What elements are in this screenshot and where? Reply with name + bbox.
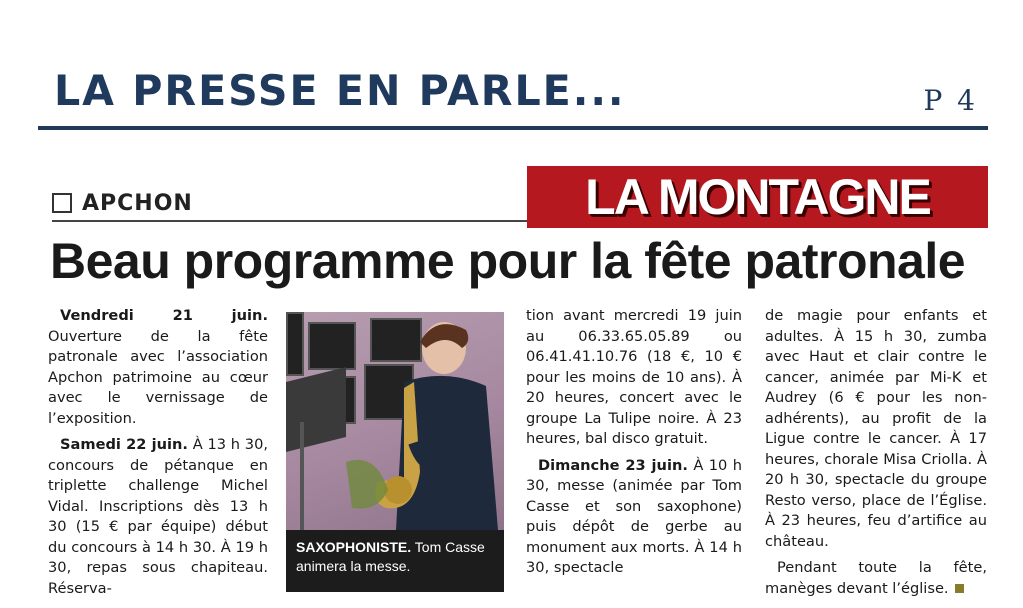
newspaper-name: LA MONTAGNE	[585, 169, 930, 225]
day-label-friday: Vendredi 21 juin.	[60, 307, 268, 324]
newspaper-clipping	[38, 162, 988, 608]
end-of-article-icon	[955, 584, 964, 593]
reservation-text: tion avant mercredi 19 juin au 06.33.65.05.89 ou 06.41.41.10.76 (18 €, 10 € pour les moins de 10 ans). À 20 heures, concert avec le groupe La Tulipe noire. À 23 heures, bal disco gratuit.	[526, 307, 742, 447]
rubric	[52, 190, 193, 216]
afternoon-text: de magie pour enfants et adultes. À 15 h 30, zumba avec Haut et clair contre le cancer, animée par Mi-K et Audrey (6 € pour les non-adhérents), au profit de la Ligue contre le cancer. À 17 heures, chorale Misa Criolla. À 20 h 30, spectacle du groupe Resto verso, place de l’Église. À 23 heures, feu d’artifice au château.	[765, 307, 987, 550]
paragraph-sunday	[526, 456, 742, 579]
friday-text: Ouverture de la fête patronale avec l’association Apchon patrimoine au cœur avec le vernissage de l’exposition.	[48, 327, 268, 427]
saxophonist-photo	[286, 312, 504, 592]
header-divider	[38, 126, 988, 130]
rubric-label: APCHON	[82, 190, 193, 216]
closing-text: Pendant toute la fête, manèges devant l’église.	[765, 559, 987, 597]
page-title: LA PRESSE EN PARLE...	[54, 66, 626, 115]
page-number: P 4	[923, 84, 978, 117]
photo-caption	[286, 530, 504, 592]
article-column-4	[765, 306, 987, 605]
paragraph-friday	[48, 306, 268, 429]
newspaper-masthead	[527, 166, 988, 228]
saxophonist-figure	[286, 312, 504, 530]
article-column-3	[526, 306, 742, 585]
paragraph-saturday	[48, 435, 268, 599]
day-label-sunday: Dimanche 23 juin.	[538, 456, 688, 474]
paragraph-closing	[765, 558, 987, 599]
saturday-text: À 13 h 30, concours de pétanque en triplette challenge Michel Vidal. Inscriptions dès 13 h 30 (15 € par équipe) début du concours à 14 h 30. À 19 h 30, repas sous chapiteau. Réserva-	[48, 436, 268, 597]
paragraph-afternoon	[765, 306, 987, 552]
day-label-saturday: Samedi 22 juin.	[60, 436, 188, 453]
caption-text: Tom Casse animera la messe.	[296, 539, 485, 574]
page-header	[38, 58, 988, 132]
paragraph-reservation	[526, 306, 742, 450]
article-headline: Beau programme pour la fête patronale	[50, 233, 966, 289]
photo-image	[286, 312, 504, 530]
rubric-divider	[52, 220, 534, 222]
checkbox-icon	[52, 193, 72, 213]
caption-lead: SAXOPHONISTE.	[296, 539, 412, 555]
article-column-1	[48, 306, 268, 605]
sunday-text: À 10 h 30, messe (animée par Tom Casse et son saxophone) puis dépôt de gerbe au monument aux morts. À 14 h 30, spectacle	[526, 456, 742, 576]
